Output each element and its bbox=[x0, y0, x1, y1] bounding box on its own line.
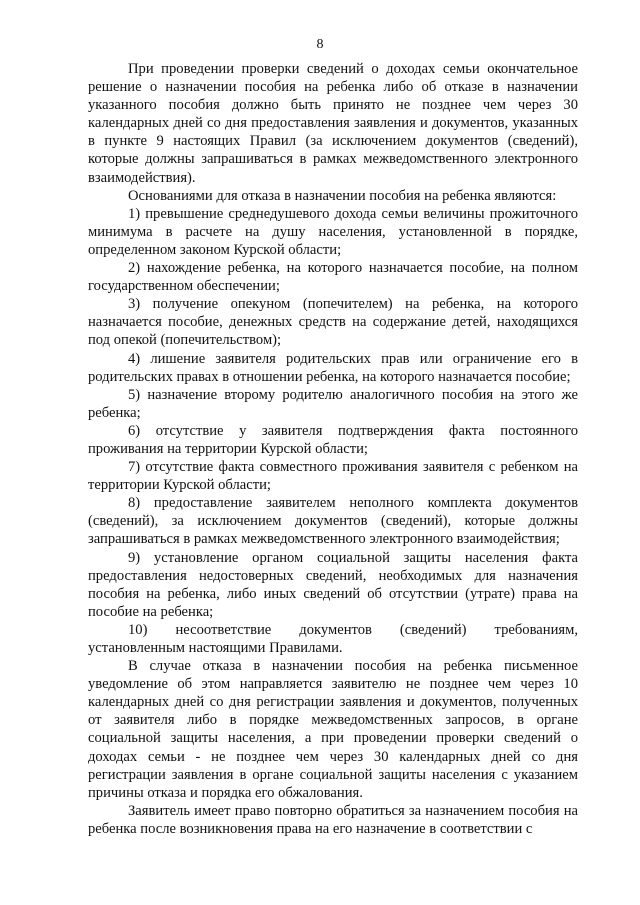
paragraph-ground-3: 3) получение опекуном (попечителем) на ребенка, на которого назначается пособие, денежных средств на содержание детей, находящихся под опекой (попечительством); bbox=[88, 296, 578, 349]
paragraph-refusal-grounds-intro: Основаниями для отказа в назначении пособия на ребенка являются: bbox=[128, 187, 557, 204]
paragraph-ground-1: 1) превышение среднедушевого дохода семьи величины прожиточного минимума в расчете на душу населения, установленной в порядке, определенном законом Курской области; bbox=[88, 205, 578, 258]
paragraph-refusal-notice: В случае отказа в назначении пособия на ребенка письменное уведомление об этом направляется заявителю не позднее чем через 10 календарных дней со дня регистрации заявления и документов, полученных от заявителя либо в порядке межведомственных запросов, в органе социальной защиты населения, а при проведении проверки сведений о доходах семьи - не позднее чем через 30 календарных дней со дня регистрации заявления в органе социальной защиты населения с указанием причины отказа и порядка его обжалования. bbox=[88, 658, 578, 801]
paragraph-ground-6: 6) отсутствие у заявителя подтверждения факта постоянного проживания на территории Курской области; bbox=[88, 422, 578, 457]
paragraph-ground-2: 2) нахождение ребенка, на которого назначается пособие, на полном государственном обеспечении; bbox=[88, 260, 578, 295]
paragraph-ground-10: 10) несоответствие документов (сведений) требованиям, установленным настоящими Правилами. bbox=[88, 621, 578, 656]
paragraph-ground-8: 8) предоставление заявителем неполного комплекта документов (сведений), за исключением документов (сведений), которые должны запрашиваться в рамках межведомственного электронного взаимодействия; bbox=[88, 495, 578, 548]
paragraph-reapply-right: Заявитель имеет право повторно обратиться за назначением пособия на ребенка после возникновения права на его назначение в соответствии с bbox=[88, 802, 578, 837]
page-number: 8 bbox=[316, 37, 324, 52]
paragraph-income-check-decision: При проведении проверки сведений о доходах семьи окончательное решение о назначении пособия на ребенка либо об отказе в назначении указанного пособия должно быть принято не позднее чем через 30 календарных дней со дня предоставления заявления и документов, указанных в пункте 9 настоящих Правил (за исключением документов (сведений), которые должны запрашиваться в рамках межведомственного электронного взаимодействия). bbox=[88, 61, 578, 186]
paragraph-ground-5: 5) назначение второму родителю аналогичного пособия на этого же ребенка; bbox=[88, 386, 578, 421]
paragraph-ground-9: 9) установление органом социальной защиты населения факта предоставления недостоверных сведений, необходимых для назначения пособия на ребенка, либо иных сведений об отсутствии (утрате) права на пособие на ребенка; bbox=[88, 549, 578, 620]
paragraph-ground-7: 7) отсутствие факта совместного проживания заявителя с ребенком на территории Курской области; bbox=[88, 459, 578, 494]
paragraph-ground-4: 4) лишение заявителя родительских прав или ограничение его в родительских правах в отношении ребенка, на которого назначается пособие; bbox=[88, 350, 578, 385]
document-body bbox=[88, 60, 578, 838]
